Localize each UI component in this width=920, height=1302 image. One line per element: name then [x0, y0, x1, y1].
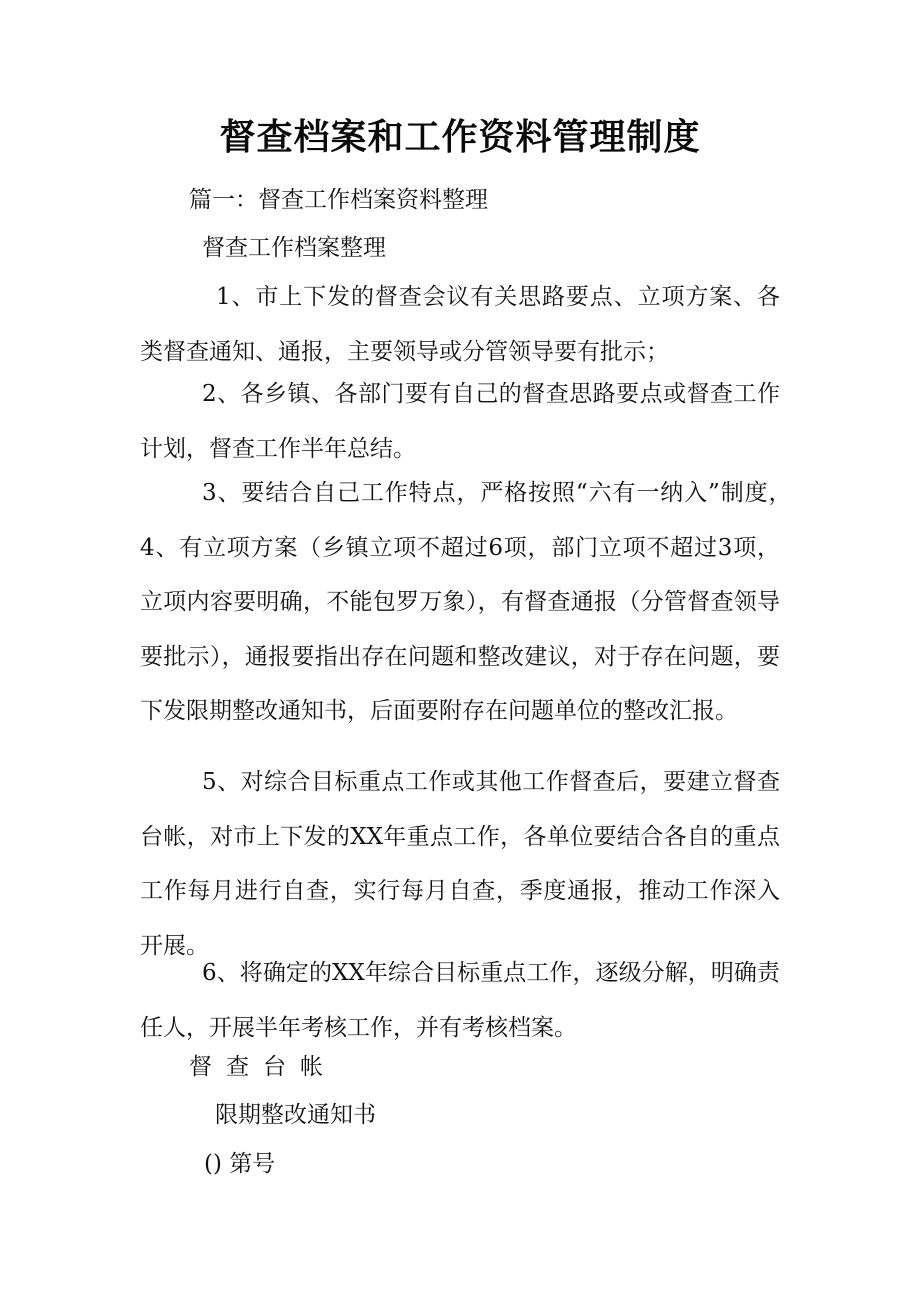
- ledger-label: 督查台帐: [189, 1054, 337, 1080]
- number-line: () 第号: [204, 1151, 276, 1177]
- item-6-paragraph: 6、将确定的XX年综合目标重点工作，逐级分解，明确责任人，开展半年考核工作，并有考核档案。: [140, 960, 780, 1041]
- section-heading: 篇一：督查工作档案资料整理: [189, 187, 488, 213]
- sub-heading: 督查工作档案整理: [202, 235, 386, 261]
- item-2-paragraph: 2、各乡镇、各部门要有自己的督查思路要点或督查工作计划，督查工作半年总结。: [140, 381, 780, 462]
- document-title: 督查档案和工作资料管理制度: [219, 117, 701, 158]
- item-3-4-paragraph: 3、要结合自己工作特点，严格按照“六有一纳入”制度， 4、有立项方案（乡镇立项不超过6项，部门立项不超过3项，立项内容要明确，不能包罗万象），有督查通报（分管督查领导要批示），通报要指出存在问题和整改建议，对于存在问题，要下发限期整改通知书，后面要附存在问题单位的整改汇报。: [140, 480, 826, 724]
- item-1-paragraph: 1、市上下发的督查会议有关思路要点、立项方案、各类督查通知、通报，主要领导或分管领导要有批示；: [140, 284, 780, 365]
- notice-title: 限期整改通知书: [215, 1102, 376, 1128]
- item-5-paragraph: 5、对综合目标重点工作或其他工作督查后，要建立督查台帐，对市上下发的XX年重点工作，各单位要结合各自的重点工作每月进行自查，实行每月自查，季度通报，推动工作深入开展。: [140, 769, 780, 959]
